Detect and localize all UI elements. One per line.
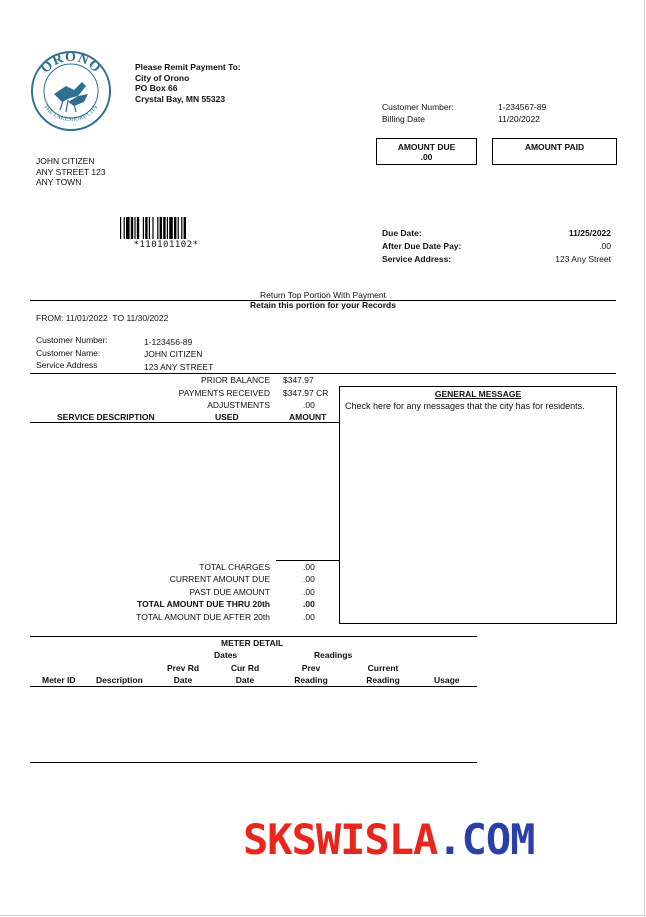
meter-prev-rd-2: Date bbox=[173, 675, 193, 685]
meter-cur-rd-2: Date bbox=[235, 675, 255, 685]
amount-due-value: .00 bbox=[420, 152, 433, 162]
total-thru-20th-value: .00 bbox=[303, 599, 315, 609]
due-date-value: 11/25/2022 bbox=[568, 228, 611, 238]
watermark-dot: . bbox=[437, 815, 462, 864]
customer-name-value: JOHN CITIZEN bbox=[144, 349, 203, 359]
total-charges-label: TOTAL CHARGES bbox=[199, 562, 270, 572]
barcode-text: *110101102* bbox=[133, 240, 199, 250]
service-address-value-2: 123 ANY STREET bbox=[144, 362, 214, 372]
remit-line2: PO Box 66 bbox=[135, 83, 178, 93]
after-due-value: .00 bbox=[599, 241, 611, 251]
total-charges-value: .00 bbox=[303, 562, 315, 572]
to-label: TO bbox=[112, 313, 125, 323]
meter-description-header: Description bbox=[96, 675, 143, 685]
col-used: USED bbox=[215, 412, 239, 422]
logo-top-text: ORONO bbox=[38, 50, 104, 77]
to-date: 11/30/2022 bbox=[126, 313, 169, 323]
adjustments-value: .00 bbox=[303, 400, 315, 410]
retain-portion-text: Retain this portion for your Records bbox=[250, 300, 396, 310]
meter-cur-rd-1: Cur Rd bbox=[230, 663, 260, 673]
past-due-value: .00 bbox=[303, 587, 315, 597]
amount-due-box[interactable] bbox=[376, 138, 477, 165]
meter-prev-rd-1: Prev Rd bbox=[166, 663, 200, 673]
watermark bbox=[243, 815, 534, 864]
adjustments-label: ADJUSTMENTS bbox=[207, 400, 270, 410]
prior-balance-label: PRIOR BALANCE bbox=[201, 375, 270, 385]
customer-number-value-2: 1-123456-89 bbox=[144, 337, 193, 347]
addressee-name: JOHN CITIZEN bbox=[36, 156, 95, 166]
due-date-label: Due Date: bbox=[382, 228, 422, 238]
customer-number-value: 1-234567-89 bbox=[498, 102, 547, 112]
meter-cur-read-2: Reading bbox=[366, 675, 400, 685]
general-message-box bbox=[339, 386, 617, 624]
meter-header-line bbox=[30, 686, 477, 687]
svg-text:THE LAKESHORE CITY bbox=[42, 103, 100, 123]
meter-cur-read-1: Current bbox=[367, 663, 399, 673]
payments-received-value: $347.97 CR bbox=[283, 388, 329, 398]
from-date: 11/01/2022 bbox=[65, 313, 108, 323]
billing-period bbox=[36, 313, 168, 323]
customer-name-label: Customer Name: bbox=[36, 348, 101, 358]
customer-number-label-2: Customer Number: bbox=[36, 335, 108, 345]
remit-line1: City of Orono bbox=[135, 72, 190, 83]
total-after-20th-value: .00 bbox=[303, 612, 315, 622]
from-label: FROM: bbox=[36, 313, 64, 323]
service-address-label: Service Address: bbox=[382, 254, 452, 264]
general-message-title: GENERAL MESSAGE bbox=[434, 389, 522, 399]
remit-line3: Crystal Bay, MN 55323 bbox=[135, 93, 226, 104]
meter-id-header: Meter ID bbox=[42, 675, 76, 685]
orono-logo bbox=[30, 50, 112, 132]
addressee-block bbox=[36, 156, 106, 188]
meter-detail-title: METER DETAIL bbox=[221, 638, 284, 648]
prior-balance-value: $347.97 bbox=[283, 375, 314, 385]
general-message-body: Check here for any messages that the city has for residents. bbox=[345, 401, 585, 411]
watermark-right: COM bbox=[461, 815, 535, 864]
remit-block bbox=[135, 62, 241, 104]
meter-bottom-line bbox=[30, 762, 477, 763]
watermark-left: SKSWISLA bbox=[243, 815, 438, 864]
total-after-20th-label: TOTAL AMOUNT DUE AFTER 20th bbox=[136, 612, 270, 622]
col-service-description: SERVICE DESCRIPTION bbox=[57, 412, 155, 422]
past-due-label: PAST DUE AMOUNT bbox=[189, 587, 270, 597]
addressee-street: ANY STREET 123 bbox=[36, 166, 106, 177]
addressee-town: ANY TOWN bbox=[36, 177, 82, 187]
logo-ring-text: THE LAKESHORE CITY bbox=[41, 104, 101, 124]
meter-dates-group: Dates bbox=[214, 650, 238, 660]
return-portion-text: Return Top Portion With Payment bbox=[260, 290, 386, 300]
service-header-line bbox=[30, 422, 339, 423]
service-address-label-2: Service Address bbox=[36, 360, 98, 370]
amount-paid-label: AMOUNT PAID bbox=[524, 142, 585, 152]
billing-date-value: 11/20/2022 bbox=[498, 114, 540, 124]
meter-prev-read-1: Prev bbox=[301, 663, 321, 673]
amount-paid-box[interactable] bbox=[492, 138, 617, 165]
meter-readings-group: Readings bbox=[314, 650, 353, 660]
total-thru-20th-label: TOTAL AMOUNT DUE THRU 20th bbox=[137, 599, 270, 609]
current-amount-due-label: CURRENT AMOUNT DUE bbox=[169, 574, 270, 584]
payments-received-label: PAYMENTS RECEIVED bbox=[178, 388, 270, 398]
meter-top-line bbox=[30, 636, 477, 637]
customer-divider bbox=[30, 373, 616, 374]
col-amount: AMOUNT bbox=[289, 412, 327, 422]
customer-number-label: Customer Number: bbox=[382, 102, 454, 112]
barcode bbox=[120, 217, 212, 239]
after-due-label: After Due Date Pay: bbox=[382, 241, 462, 251]
billing-date-label: Billing Date bbox=[382, 114, 425, 124]
totals-line bbox=[276, 560, 339, 561]
remit-heading: Please Remit Payment To: bbox=[135, 62, 241, 72]
service-address-value: 123 Any Street bbox=[555, 254, 611, 264]
current-amount-due-value: .00 bbox=[303, 574, 315, 584]
meter-usage-header: Usage bbox=[434, 675, 460, 685]
amount-due-label: AMOUNT DUE bbox=[397, 142, 456, 152]
svg-text:ORONO bbox=[38, 50, 104, 76]
meter-prev-read-2: Reading bbox=[294, 675, 328, 685]
